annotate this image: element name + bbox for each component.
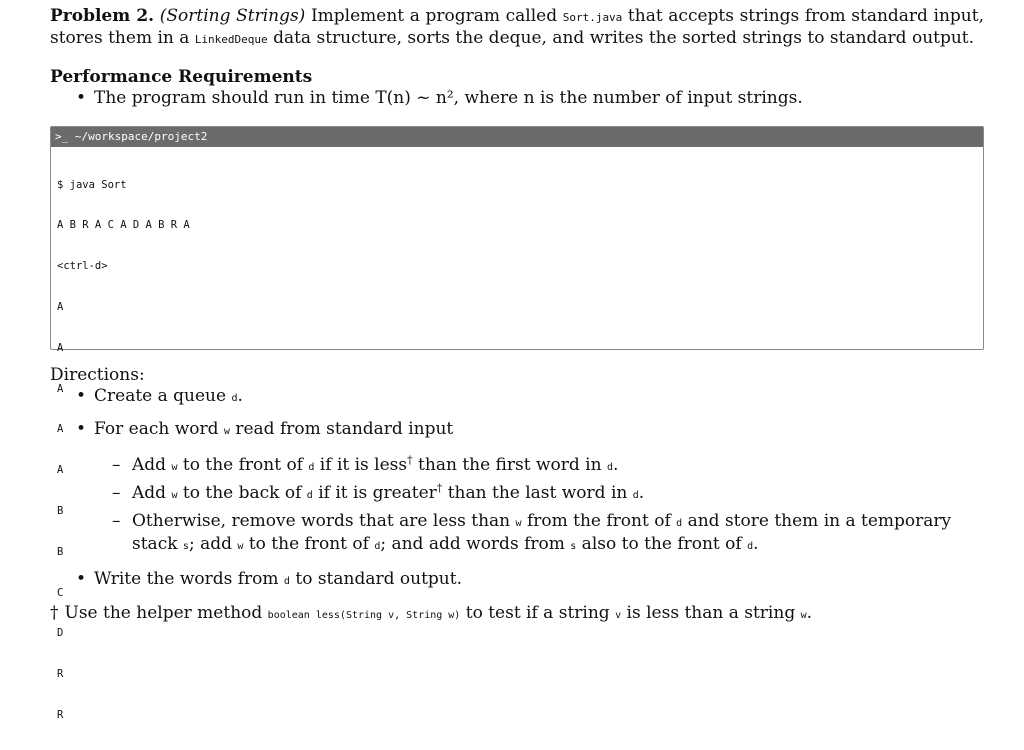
item-text: For each word — [94, 419, 224, 439]
problem-text: that accepts strings from standard input, stores them in a — [50, 6, 984, 48]
item-text: than the last word in — [442, 483, 633, 504]
item-text: to standard output. — [289, 569, 462, 590]
directions-item-for-each-word — [50, 419, 984, 557]
item-text: Add — [132, 455, 172, 476]
dagger-mark: † — [407, 453, 413, 467]
item-text: . — [638, 483, 645, 504]
problem-title: (Sorting Strings) — [159, 6, 306, 26]
terminal-line: R — [57, 668, 64, 681]
inline-code: s — [182, 541, 189, 553]
item-text: . — [753, 534, 759, 555]
item-text: to the front of — [243, 534, 375, 555]
sub-list — [94, 455, 984, 557]
footnote-text: is less than a string — [621, 602, 801, 623]
item-text: read from standard input — [229, 419, 454, 439]
item-text: from the front of — [521, 511, 677, 532]
terminal-line: B — [57, 504, 64, 517]
item-text: if it is greater — [312, 483, 437, 504]
performance-item: • The program should run in time T(n) ~ n², where n is the number of input strings. — [50, 88, 984, 109]
item-text: ; and add words from — [380, 534, 571, 555]
terminal-title-bar: >_ ~/workspace/project2 — [51, 127, 983, 147]
inline-code: w — [237, 541, 244, 553]
terminal-line: A B R A C A D A B R A — [57, 219, 190, 232]
terminal-line: A — [57, 464, 64, 477]
dagger-mark: † — [436, 481, 443, 495]
item-text: to the back of — [177, 483, 307, 504]
inline-code: d — [308, 462, 315, 474]
terminal-line: R — [57, 708, 64, 721]
terminal-line: A — [57, 301, 64, 314]
filename-code: Sort.java — [562, 11, 623, 24]
inline-code: w — [800, 609, 807, 621]
sub-item-add-front — [94, 455, 984, 478]
inline-code: d — [676, 518, 683, 530]
inline-code: d — [306, 490, 313, 502]
inline-code: d — [283, 576, 290, 588]
footnote-text: . — [806, 602, 813, 623]
item-text: Otherwise, remove words that are less than — [132, 511, 516, 532]
inline-code: d — [374, 541, 381, 553]
directions-item-write-words — [50, 569, 984, 590]
terminal-line: A — [57, 341, 64, 354]
problem-label: Problem 2. — [50, 6, 155, 26]
item-text: than the first word in — [412, 455, 607, 476]
item-text: Add — [132, 483, 172, 504]
directions-item-create-queue — [50, 386, 984, 407]
inline-code: d — [747, 541, 754, 553]
footnote-text: Use the helper method — [64, 602, 268, 623]
item-text: . — [613, 455, 619, 476]
inline-code: v — [615, 609, 622, 621]
inline-code: w — [171, 490, 178, 502]
terminal-line: A — [57, 382, 64, 395]
item-text: to the front of — [177, 455, 309, 476]
performance-heading: Performance Requirements — [50, 67, 313, 87]
problem-statement — [50, 6, 984, 50]
inline-code: w — [223, 426, 230, 437]
terminal-line: A — [57, 423, 64, 436]
item-text: Create a queue — [94, 385, 232, 406]
footnote-text: to test if a string — [460, 602, 616, 623]
terminal-line: D — [57, 627, 64, 640]
item-text: . — [237, 385, 243, 406]
terminal-line: C — [57, 586, 64, 599]
directions-label: Directions: — [50, 364, 145, 385]
inline-code: d — [231, 392, 238, 404]
item-text: if it is less — [314, 455, 408, 476]
problem-text: Implement a program called — [305, 6, 563, 26]
sub-item-add-back — [94, 483, 984, 506]
item-text: Write the words from — [94, 569, 284, 590]
problem-text: data structure, sorts the deque, and writes the sorted strings to standard output. — [267, 28, 975, 48]
terminal-line: <ctrl-d> — [57, 260, 108, 273]
inline-code: w — [515, 518, 522, 530]
performance-list — [50, 88, 984, 109]
inline-code: d — [606, 462, 614, 474]
dagger-mark: † — [50, 602, 59, 623]
terminal-line: $ java Sort — [57, 178, 127, 191]
inline-code: boolean less(String v, String w) — [267, 609, 461, 621]
terminal-line: B — [57, 545, 64, 558]
item-text: ; add — [188, 534, 238, 555]
inline-code: w — [171, 462, 178, 474]
item-text: and store them in a temporary stack — [132, 511, 952, 555]
inline-code: s — [570, 541, 577, 553]
inline-code: d — [632, 490, 639, 502]
structure-code: LinkedDeque — [194, 33, 268, 46]
sub-item-otherwise — [94, 511, 984, 557]
item-text: also to the front of — [576, 534, 748, 555]
